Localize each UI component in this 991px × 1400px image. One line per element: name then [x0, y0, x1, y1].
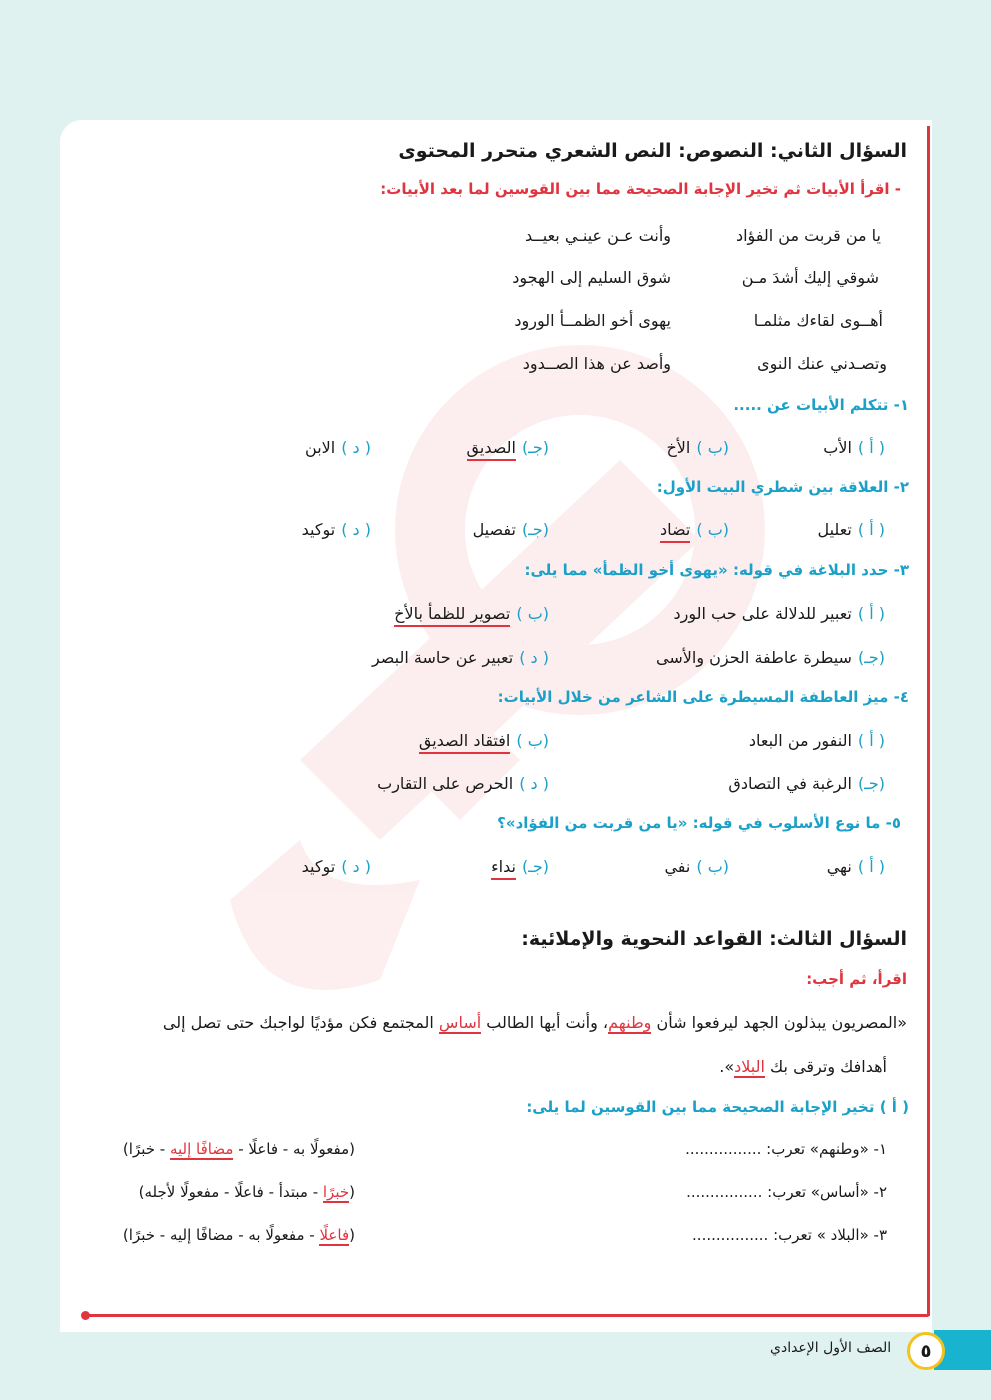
bottom-rule-dot	[81, 1311, 90, 1320]
answer-dots: ................	[692, 1226, 769, 1244]
item-2-choices	[139, 1183, 355, 1201]
right-border-rule	[927, 126, 930, 1316]
q4-option-d	[377, 774, 549, 793]
choice-separator: -	[307, 1183, 323, 1201]
option-text: النفور من البعاد	[748, 731, 852, 750]
option-text: سيطرة عاطفة الحزن والأسى	[656, 648, 852, 667]
verse-3-second: يهوى أخو الظمــأ الورود	[514, 311, 671, 330]
option-letter: ( د )	[341, 520, 371, 539]
option-text-correct: تضاد	[660, 520, 690, 543]
answer-dots: ................	[685, 1140, 762, 1158]
option-letter: ( أ )	[857, 731, 885, 750]
q1-option-d	[305, 438, 371, 457]
choice-separator: -	[155, 1226, 170, 1244]
option-text: توكيد	[301, 520, 336, 539]
choice-separator: -	[263, 1183, 279, 1201]
option-text: نهي	[826, 857, 852, 876]
choice: مبتدأ	[278, 1183, 308, 1201]
option-text: الأب	[823, 438, 852, 457]
choice: مفعولًا به	[248, 1226, 305, 1244]
paren-open: (	[349, 1226, 355, 1244]
option-text: تعبير للدلالة على حب الورد	[673, 604, 852, 623]
verse-1-first: يا من قربت من الفؤاد	[735, 226, 881, 245]
option-letter: (جـ)	[521, 520, 549, 539]
question-5: ٥- ما نوع الأسلوب في قوله: «يا من قربت من الفؤاد»؟	[497, 814, 901, 832]
option-text: الرغبة في التصادق	[728, 774, 852, 793]
choice-correct: مضافًا إليه	[169, 1140, 234, 1158]
option-text: تعبير عن حاسة البصر	[371, 648, 514, 667]
option-letter: ( د )	[519, 648, 549, 667]
q3-option-d	[372, 648, 549, 667]
highlight-word-asas: أساس	[438, 1013, 482, 1032]
verse-2-first: شوقي إليك أشدَ مـن	[741, 268, 879, 287]
paren-close: )	[122, 1140, 129, 1158]
choice: فاعلًا	[248, 1140, 279, 1158]
paragraph-line-2	[719, 1057, 887, 1076]
item-3-label	[692, 1226, 887, 1244]
paragraph-text: أهدافك وترقى بك	[764, 1057, 887, 1076]
section3-title: السؤال الثالث: القواعد النحوية والإملائية:	[521, 928, 907, 950]
paren-open: (	[349, 1183, 355, 1201]
option-text: تفصيل	[472, 520, 516, 539]
verse-4-second: وأصد عن هذا الصــدود	[522, 354, 671, 373]
choice: خبرًا	[128, 1226, 156, 1244]
choice-separator: -	[233, 1226, 249, 1244]
option-letter: (ب )	[696, 438, 729, 457]
option-letter: ( أ )	[857, 857, 885, 876]
q2-option-c	[473, 520, 549, 539]
option-letter: (ب )	[696, 520, 729, 539]
section2-instruction: - اقرأ الأبيات ثم تخير الإجابة الصحيحة مما بين القوسين لما بعد الأبيات:	[380, 180, 901, 198]
item-2-label	[686, 1183, 887, 1201]
item-label-text: ٢- «أساس» تعرب:	[767, 1183, 887, 1201]
item-1-choices	[123, 1140, 355, 1158]
q1-option-c	[467, 438, 549, 461]
q5-option-c	[491, 857, 549, 880]
choice-separator: -	[233, 1140, 249, 1158]
option-text-correct: نداء	[491, 857, 516, 880]
option-letter: (ب )	[696, 857, 729, 876]
choice-correct: فاعلًا	[319, 1226, 350, 1244]
verse-2-second: شوق السليم إلى الهجود	[512, 268, 671, 287]
option-letter: ( د )	[519, 774, 549, 793]
highlight-word-watanahum: وطنهم	[608, 1013, 652, 1032]
q5-option-d	[302, 857, 371, 876]
paragraph-text: ، وأنت أيها الطالب	[481, 1013, 609, 1032]
section2-title: السؤال الثاني: النصوص: النص الشعري متحرر المحتوى	[398, 140, 907, 162]
option-letter: ( أ )	[857, 438, 885, 457]
verse-3-first: أهــوى لقاءك مثلمـا	[753, 311, 883, 330]
option-text: الحرص على التقارب	[377, 774, 514, 793]
question-1: ١- تتكلم الأبيات عن .....	[733, 396, 909, 414]
paragraph-line-1	[163, 1013, 907, 1032]
option-text-correct: الصديق	[467, 438, 516, 461]
option-text-correct: تصوير للظمأ بالأخ	[394, 604, 510, 627]
q3-option-b	[394, 604, 549, 627]
option-letter: ( د )	[341, 857, 371, 876]
verse-4-first: وتصـدني عنك النوى	[757, 354, 887, 373]
choice-separator: -	[304, 1226, 320, 1244]
item-label-text: ١- «وطنهم» تعرب:	[766, 1140, 887, 1158]
q5-option-b	[664, 857, 729, 876]
q2-option-d	[302, 520, 371, 539]
option-letter: ( أ )	[857, 604, 885, 623]
answer-dots: ................	[686, 1183, 763, 1201]
option-letter: (جـ)	[521, 857, 549, 876]
option-letter: (جـ)	[857, 648, 885, 667]
choice: مضافًا إليه	[169, 1226, 234, 1244]
option-text: الابن	[305, 438, 336, 457]
q4-option-b	[419, 731, 549, 754]
choice: خبرًا	[128, 1140, 156, 1158]
option-text: نفي	[664, 857, 691, 876]
section3-instruction: اقرأ، ثم أجب:	[806, 970, 907, 988]
q2-option-b	[660, 520, 729, 543]
page-number: ٥	[907, 1332, 945, 1370]
choice: فاعلًا	[234, 1183, 264, 1201]
option-text-correct: افتقاد الصديق	[419, 731, 511, 754]
footer-grade-label: الصف الأول الإعدادي	[770, 1340, 892, 1356]
paren-open: (	[349, 1140, 355, 1158]
q3-option-c	[656, 648, 885, 667]
question-4: ٤- ميز العاطفة المسيطرة على الشاعر من خلال الأبيات:	[497, 688, 909, 706]
option-letter: ( أ )	[857, 520, 885, 539]
option-letter: (جـ)	[521, 438, 549, 457]
q1-option-a	[823, 438, 885, 457]
paragraph-text: ».	[719, 1057, 735, 1076]
q4-option-a	[749, 731, 885, 750]
paren-close: )	[122, 1226, 129, 1244]
option-letter: (جـ)	[857, 774, 885, 793]
bottom-border-rule	[86, 1314, 930, 1317]
choice-separator: -	[155, 1140, 170, 1158]
option-text: الأخ	[666, 438, 691, 457]
q1-option-b	[666, 438, 729, 457]
choice-separator: -	[219, 1183, 235, 1201]
q5-option-a	[827, 857, 885, 876]
option-text: توكيد	[301, 857, 336, 876]
question-3: ٣- حدد البلاغة في قوله: «يهوى أخو الظمأ» مما يلى:	[524, 561, 909, 579]
choice: مفعولًا به	[292, 1140, 350, 1158]
paragraph-text: المجتمع فكن مؤديًا لواجبك حتى تصل إلى	[162, 1013, 439, 1032]
paren-close: )	[138, 1183, 145, 1201]
choice-separator: -	[278, 1140, 293, 1158]
verse-1-second: وأنت عـن عينـي بعيــد	[524, 226, 671, 245]
highlight-word-albilad: البلاد	[734, 1057, 765, 1076]
item-3-choices	[123, 1226, 355, 1244]
question-2: ٢- العلاقة بين شطري البيت الأول:	[656, 478, 909, 496]
item-1-label	[685, 1140, 887, 1158]
section3-sub-a: ( أ ) تخير الإجابة الصحيحة مما بين القوسين لما يلى:	[526, 1098, 909, 1116]
q4-option-c	[728, 774, 885, 793]
choice-correct: خبرًا	[322, 1183, 350, 1201]
paragraph-text: «المصريون يبذلون الجهد ليرفعوا شأن	[651, 1013, 907, 1032]
choice: مفعولًا لأجله	[144, 1183, 220, 1201]
option-letter: (ب )	[516, 731, 549, 750]
q2-option-a	[817, 520, 885, 539]
option-text: تعليل	[817, 520, 852, 539]
option-letter: (ب )	[516, 604, 549, 623]
q3-option-a	[674, 604, 885, 623]
option-letter: ( د )	[341, 438, 371, 457]
item-label-text: ٣- «البلاد » تعرب:	[773, 1226, 887, 1244]
